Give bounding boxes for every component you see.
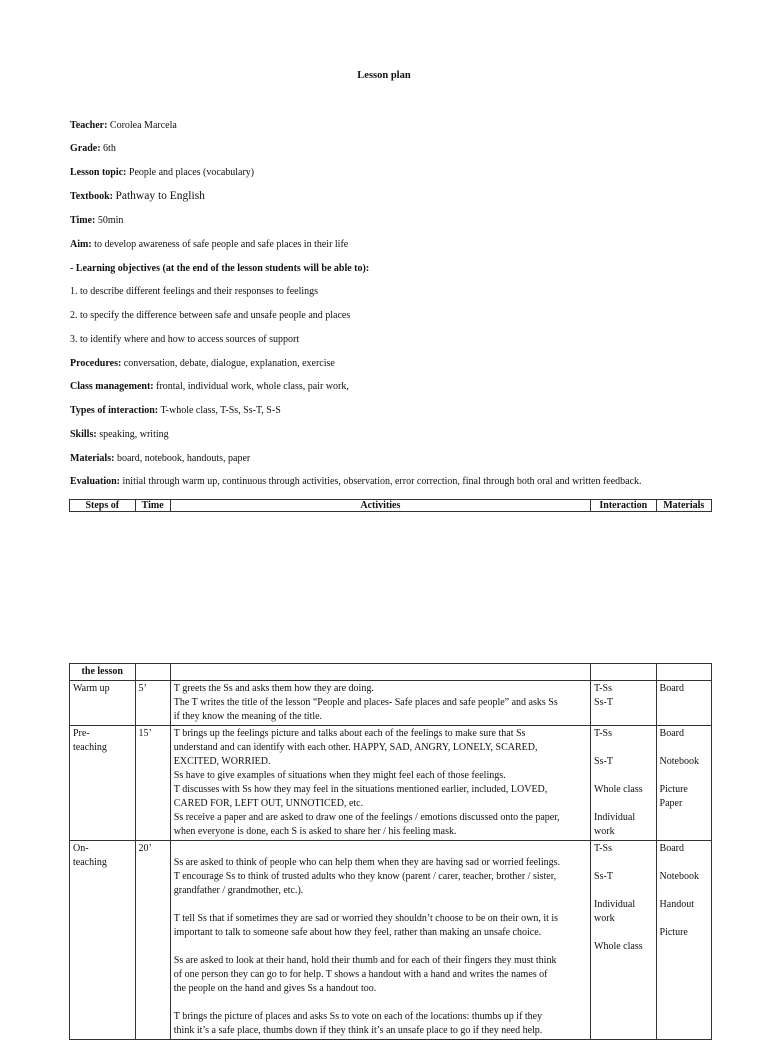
materials-field <box>70 453 250 464</box>
interaction-cell-line <box>594 741 653 755</box>
step-cell-line: Warm up <box>73 683 110 694</box>
activities-cell-line: Ss receive a paper and are asked to draw one of the feelings / emotions discussed onto the paper, <box>173 812 560 823</box>
activities-cell-line: important to talk to someone safe about how they feel, rather than making an unsafe choice. <box>173 927 542 938</box>
interaction-cell-line <box>594 926 653 940</box>
interaction-cell-line: Individual <box>594 899 636 910</box>
interaction-cell-line: work <box>594 826 615 837</box>
teacher-field <box>70 120 177 131</box>
materials-cell <box>656 681 711 726</box>
step-cell-line: teaching <box>73 857 107 868</box>
activities-cell-line: The T writes the title of the lesson “People and places- Safe places and safe people” and asks Ss <box>173 697 558 708</box>
class-management-value: frontal, individual work, whole class, pair work, <box>156 381 349 392</box>
materials-value: board, notebook, handouts, paper <box>116 453 251 464</box>
interaction-cell <box>591 681 657 726</box>
interaction-cell-line: Ss-T <box>594 697 613 708</box>
materials-cell-line: Paper <box>659 798 683 809</box>
activities-cell-line <box>174 842 587 856</box>
table-row <box>70 726 712 841</box>
topic-field <box>70 167 254 178</box>
activities-cell-line: CARED FOR, LEFT OUT, UNNOTICED, etc. <box>173 798 364 809</box>
header-materials: Materials <box>656 500 711 512</box>
procedures-value: conversation, debate, dialogue, explanation, exercise <box>123 358 335 369</box>
evaluation-value: initial through warm up, continuous through activities, observation, error correction, final through both oral and written feedback. <box>122 476 642 487</box>
activities-cell-line: understand and can identify with each other. HAPPY, SAD, ANGRY, LONELY, SCARED, <box>173 742 538 753</box>
materials-cell-line: Handout <box>659 899 694 910</box>
step-cell-line: teaching <box>73 742 107 753</box>
materials-cell-line <box>660 741 708 755</box>
skills-value: speaking, writing <box>99 429 169 440</box>
interaction-cell-line <box>594 797 653 811</box>
table-body <box>70 681 712 1040</box>
class-management-label: Class management: <box>70 381 154 392</box>
interaction-label: Types of interaction: <box>70 405 159 416</box>
activities-cell <box>170 726 590 841</box>
header-interaction: Interaction <box>591 500 657 512</box>
materials-cell-line <box>660 884 708 898</box>
materials-cell-line: Board <box>659 728 684 739</box>
interaction-cell-line: T-Ss <box>594 728 613 739</box>
activities-cell-line: T encourage Ss to think of trusted adults who they know (parent / carer, teacher, brother / sister, <box>173 871 557 882</box>
interaction-value: T-whole class, T-Ss, Ss-T, S-S <box>160 405 281 416</box>
activities-cell-line: T greets the Ss and asks them how they are doing. <box>173 683 374 694</box>
interaction-cell-line: T-Ss <box>594 683 613 694</box>
materials-cell-line: Board <box>659 843 684 854</box>
activities-cell-line: of one person they can go to for help. T shows a handout with a hand and writes the names of <box>173 969 548 980</box>
teacher-value: Corolea Marcela <box>109 120 177 131</box>
materials-cell-line <box>660 769 708 783</box>
table-row <box>70 841 712 1040</box>
step-cell-line: Pre- <box>73 728 90 739</box>
activities-cell-line: grandfather / grandmother, etc.). <box>173 885 304 896</box>
time-cell <box>135 681 170 726</box>
grade-field <box>70 143 116 154</box>
header-time: Time <box>135 500 170 512</box>
activities-cell-line: T tell Ss that if sometimes they are sad or worried they shouldn’t choose to be on their own, it is <box>173 913 559 924</box>
interaction-cell-line: T-Ss <box>594 843 613 854</box>
activities-cell <box>170 841 590 1040</box>
time-cell-line: 20’ <box>138 843 152 854</box>
topic-value: People and places (vocabulary) <box>128 167 255 178</box>
interaction-cell-line: Whole class <box>594 784 643 795</box>
activities-cell-line: T discusses with Ss how they may feel in the situations mentioned earlier, included, LOVED, <box>173 784 548 795</box>
step-cell <box>70 681 136 726</box>
interaction-field <box>70 405 281 416</box>
interaction-cell-line: work <box>594 913 615 924</box>
activities-cell-line: think it’s a safe place, thumbs down if they think it’s an unsafe place to go if they need help. <box>173 1025 543 1036</box>
activities-cell-line <box>174 898 587 912</box>
materials-cell <box>656 726 711 841</box>
time-cell <box>135 726 170 841</box>
time-cell-line: 5’ <box>138 683 147 694</box>
header-steps-cont: the lesson <box>70 664 136 681</box>
activities-cell <box>170 681 590 726</box>
activities-cell-line: Ss are asked to think of people who can help them when they are having sad or worried feelings. <box>173 857 561 868</box>
materials-cell-line: Board <box>659 683 684 694</box>
objective-item: 2. to specify the difference between safe and unsafe people and places <box>70 310 351 321</box>
activities-cell-line: T brings up the feelings picture and talks about each of the feelings to make sure that Ss <box>173 728 526 739</box>
materials-cell-line: Picture <box>659 784 688 795</box>
interaction-cell-line: Individual <box>594 812 636 823</box>
document-title: Lesson plan <box>357 70 411 81</box>
materials-cell-line: Notebook <box>659 871 699 882</box>
objective-item: 3. to identify where and how to access sources of support <box>70 334 300 345</box>
header-activities: Activities <box>170 500 590 512</box>
activities-cell-line: if they know the meaning of the title. <box>173 711 323 722</box>
activities-cell-line: T brings the picture of places and asks Ss to vote on each of the locations: thumbs up if they <box>173 1011 543 1022</box>
step-cell <box>70 841 136 1040</box>
materials-cell-line <box>660 912 708 926</box>
step-cell-line: On- <box>73 843 89 854</box>
materials-label: Materials: <box>70 453 115 464</box>
grade-label: Grade: <box>70 143 101 154</box>
aim-field <box>70 239 348 250</box>
activities-cell-line <box>174 940 587 954</box>
topic-label: Lesson topic: <box>70 167 127 178</box>
textbook-field <box>70 190 205 202</box>
interaction-cell-line <box>594 769 653 783</box>
time-cell <box>135 841 170 1040</box>
activities-cell-line: EXCITED, WORRIED. <box>173 756 271 767</box>
interaction-cell-line: Ss-T <box>594 756 613 767</box>
activities-cell-line <box>174 996 587 1010</box>
materials-cell-line: Notebook <box>659 756 699 767</box>
interaction-cell-line <box>594 856 653 870</box>
interaction-cell-line <box>594 884 653 898</box>
activities-cell-line: Ss have to give examples of situations when they might feel each of those feelings. <box>173 770 506 781</box>
class-management-field <box>70 381 349 392</box>
objectives-heading: - Learning objectives (at the end of the lesson students will be able to): <box>70 263 370 274</box>
lesson-table <box>69 663 712 1040</box>
header-steps: Steps of <box>70 500 136 512</box>
lesson-table-header <box>69 499 712 512</box>
skills-label: Skills: <box>70 429 97 440</box>
time-label: Time: <box>70 215 96 226</box>
time-value: 50min <box>97 215 124 226</box>
activities-cell-line: the people on the hand and gives Ss a handout too. <box>173 983 377 994</box>
skills-field <box>70 429 169 440</box>
activities-cell-line: when everyone is done, each S is asked to share her / his feeling mask. <box>173 826 457 837</box>
activities-cell-line: Ss are asked to look at their hand, hold their thumb and for each of their fingers they must think <box>173 955 557 966</box>
teacher-label: Teacher: <box>70 120 108 131</box>
interaction-cell-line: Whole class <box>594 941 643 952</box>
interaction-cell <box>591 841 657 1040</box>
materials-cell-line <box>660 856 708 870</box>
evaluation-field <box>70 476 642 487</box>
time-field <box>70 215 123 226</box>
grade-value: 6th <box>103 143 116 154</box>
textbook-label: Textbook: <box>70 191 113 202</box>
objective-item: 1. to describe different feelings and their responses to feelings <box>70 286 319 297</box>
aim-label: Aim: <box>70 239 92 250</box>
procedures-field <box>70 358 335 369</box>
time-cell-line: 15’ <box>138 728 152 739</box>
interaction-cell-line: Ss-T <box>594 871 613 882</box>
aim-value: to develop awareness of safe people and safe places in their life <box>94 239 349 250</box>
table-row <box>70 681 712 726</box>
evaluation-label: Evaluation: <box>70 476 121 487</box>
procedures-label: Procedures: <box>70 358 122 369</box>
materials-cell-line: Picture <box>659 927 688 938</box>
textbook-value: Pathway to English <box>115 190 205 202</box>
materials-cell <box>656 841 711 1040</box>
interaction-cell <box>591 726 657 841</box>
step-cell <box>70 726 136 841</box>
